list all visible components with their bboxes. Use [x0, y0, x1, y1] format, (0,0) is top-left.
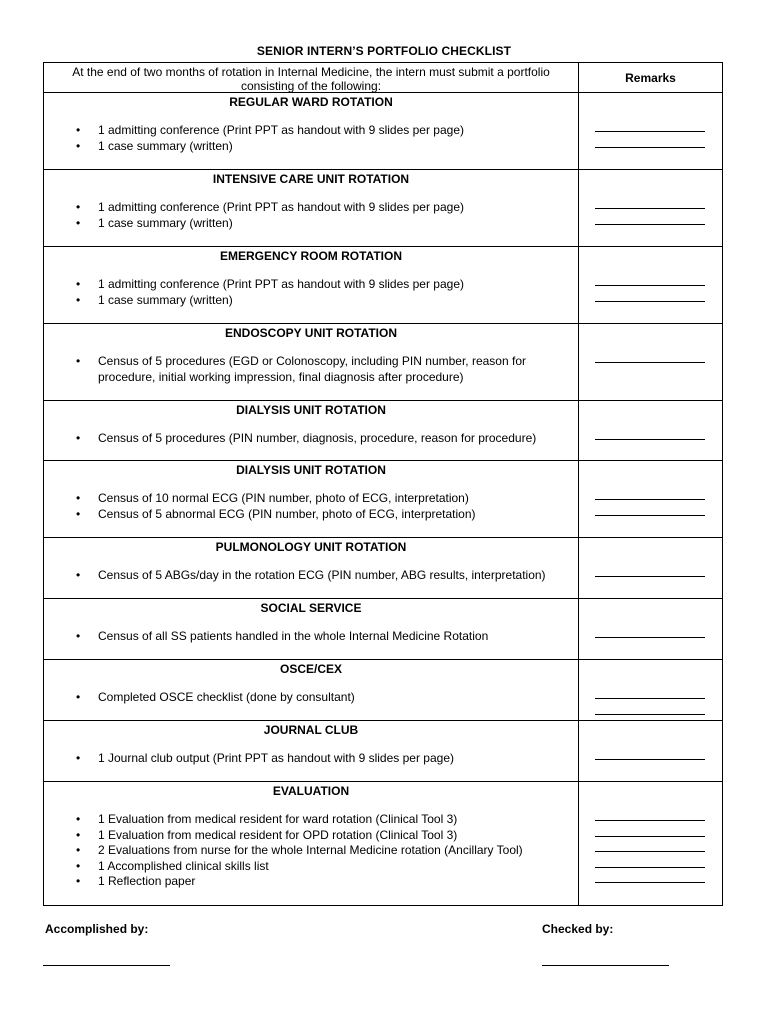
section-row [44, 721, 723, 782]
section-content-cell [44, 782, 579, 906]
section-content-cell [44, 247, 579, 324]
requirement-item: • 1 admitting conference (Print PPT as handout with 9 slides per page) [98, 123, 578, 139]
section-row [44, 324, 723, 401]
remarks-line[interactable] [595, 821, 705, 837]
requirement-item: • 1 Evaluation from medical resident for OPD rotation (Clinical Tool 3) [98, 828, 578, 844]
remarks-line[interactable] [595, 814, 705, 821]
section-title: OSCE/CEX [279, 662, 342, 676]
section-title: EVALUATION [272, 784, 350, 798]
requirement-item: • 1 case summary (written) [98, 293, 578, 309]
section-content-cell [44, 461, 579, 538]
remarks-line[interactable] [595, 837, 705, 853]
remarks-cell [579, 599, 723, 660]
remarks-line[interactable] [595, 132, 705, 148]
remarks-cell [579, 660, 723, 721]
remarks-cell [579, 721, 723, 782]
checklist-table [43, 62, 723, 906]
section-row [44, 538, 723, 599]
checked-by-signature-line[interactable] [542, 965, 669, 966]
section-content-cell [44, 599, 579, 660]
remarks-cell [579, 247, 723, 324]
requirement-list [44, 491, 578, 522]
remarks-cell [579, 782, 723, 906]
remarks-line[interactable] [595, 356, 705, 363]
intro-cell [44, 63, 579, 93]
section-row [44, 247, 723, 324]
requirement-item: • Census of 5 ABGs/day in the rotation ECG (PIN number, ABG results, interpretation) [98, 568, 578, 584]
requirement-list [44, 123, 578, 154]
requirement-list [44, 629, 578, 645]
requirement-item: • Census of all SS patients handled in the whole Internal Medicine Rotation [98, 629, 578, 645]
checked-by-label: Checked by: [542, 922, 614, 936]
section-row [44, 782, 723, 906]
section-title: JOURNAL CLUB [263, 723, 359, 737]
requirement-item: • Completed OSCE checklist (done by consultant) [98, 690, 578, 706]
section-title: DIALYSIS UNIT ROTATION [236, 463, 386, 477]
requirement-item: • 1 Accomplished clinical skills list [98, 859, 578, 875]
remarks-line[interactable] [595, 500, 705, 516]
section-row [44, 461, 723, 538]
remarks-line[interactable] [595, 202, 705, 209]
remarks-line[interactable] [595, 286, 705, 302]
requirement-item: • 1 Evaluation from medical resident for ward rotation (Clinical Tool 3) [98, 812, 578, 828]
section-row [44, 93, 723, 170]
remarks-line[interactable] [595, 868, 705, 884]
section-content-cell [44, 660, 579, 721]
remarks-line[interactable] [595, 570, 705, 577]
section-title: SOCIAL SERVICE [260, 601, 362, 615]
requirement-item: • 1 Journal club output (Print PPT as handout with 9 slides per page) [98, 751, 578, 767]
remarks-cell [579, 324, 723, 401]
table-header-row [44, 63, 723, 93]
section-content-cell [44, 170, 579, 247]
remarks-line[interactable] [595, 692, 705, 699]
section-title: DIALYSIS UNIT ROTATION [236, 403, 386, 417]
remarks-line[interactable] [595, 433, 705, 440]
remarks-cell [579, 401, 723, 461]
requirement-list [44, 354, 578, 385]
remarks-cell [579, 538, 723, 599]
remarks-cell [579, 461, 723, 538]
intro-text: At the end of two months of rotation in Internal Medicine, the intern must submit a portfolio consisting of the following: [72, 65, 550, 93]
section-row [44, 401, 723, 461]
remarks-line[interactable] [595, 631, 705, 638]
requirement-list [44, 812, 578, 890]
section-title: EMERGENCY ROOM ROTATION [219, 249, 402, 263]
requirement-item: • 1 case summary (written) [98, 139, 578, 155]
requirement-item: • Census of 5 procedures (PIN number, diagnosis, procedure, reason for procedure) [98, 431, 578, 447]
section-row [44, 599, 723, 660]
section-title: REGULAR WARD ROTATION [229, 95, 393, 109]
section-content-cell [44, 401, 579, 461]
section-title: ENDOSCOPY UNIT ROTATION [224, 326, 397, 340]
remarks-line[interactable] [595, 699, 705, 715]
section-content-cell [44, 93, 579, 170]
remarks-header: Remarks [579, 63, 723, 93]
requirement-item: • Census of 5 abnormal ECG (PIN number, photo of ECG, interpretation) [98, 507, 578, 523]
remarks-cell [579, 93, 723, 170]
remarks-line[interactable] [595, 852, 705, 868]
section-content-cell [44, 324, 579, 401]
section-content-cell [44, 721, 579, 782]
section-row [44, 170, 723, 247]
accomplished-by-signature-line[interactable] [43, 965, 170, 966]
remarks-line[interactable] [595, 125, 705, 132]
section-title: INTENSIVE CARE UNIT ROTATION [212, 172, 410, 186]
accomplished-by-label: Accomplished by: [45, 922, 149, 936]
section-content-cell [44, 538, 579, 599]
requirement-item: • Census of 10 normal ECG (PIN number, photo of ECG, interpretation) [98, 491, 578, 507]
requirement-item: • 2 Evaluations from nurse for the whole Internal Medicine rotation (Ancillary Tool) [98, 843, 578, 859]
requirement-list [44, 751, 578, 767]
section-row [44, 660, 723, 721]
remarks-cell [579, 170, 723, 247]
document-title: SENIOR INTERN’S PORTFOLIO CHECKLIST [256, 44, 512, 58]
requirement-item: • 1 case summary (written) [98, 216, 578, 232]
requirement-list [44, 431, 578, 447]
requirement-list [44, 277, 578, 308]
remarks-line[interactable] [595, 753, 705, 760]
section-title: PULMONOLOGY UNIT ROTATION [215, 540, 407, 554]
remarks-line[interactable] [595, 493, 705, 500]
requirement-item: • Census of 5 procedures (EGD or Colonoscopy, including PIN number, reason for procedure, initial working impression, final diagnosis after procedure) [98, 354, 578, 385]
remarks-line[interactable] [595, 279, 705, 286]
requirement-list [44, 690, 578, 706]
requirement-item: • 1 admitting conference (Print PPT as handout with 9 slides per page) [98, 277, 578, 293]
requirement-list [44, 200, 578, 231]
requirement-list [44, 568, 578, 584]
requirement-item: • 1 Reflection paper [98, 874, 578, 890]
remarks-line[interactable] [595, 209, 705, 225]
requirement-item: • 1 admitting conference (Print PPT as handout with 9 slides per page) [98, 200, 578, 216]
